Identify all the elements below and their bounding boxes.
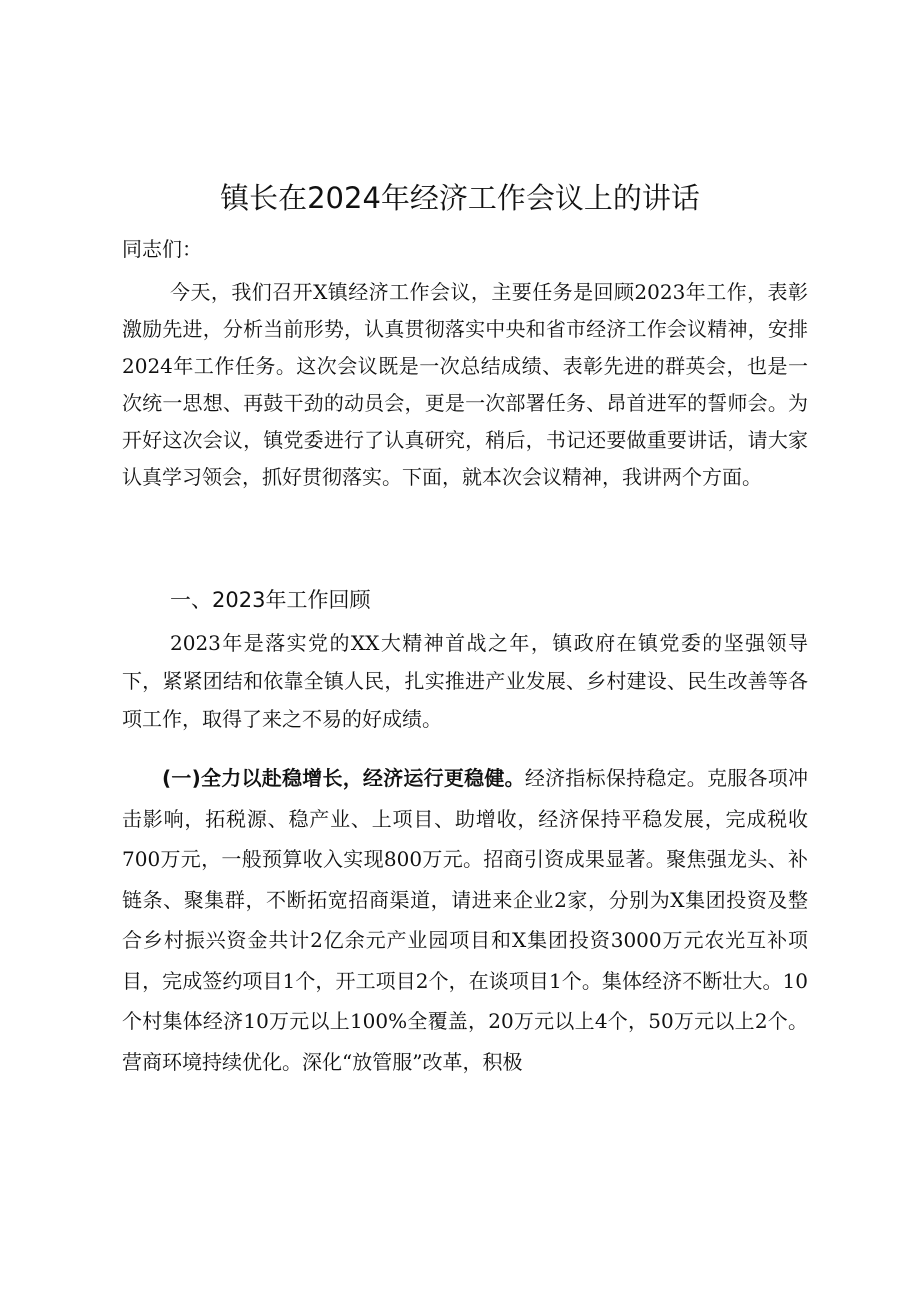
section-heading-review: 一、2023年工作回顾	[170, 588, 371, 612]
paragraph-economy	[122, 758, 808, 1082]
paragraph-economy-text: 经济指标保持稳定。克服各项冲击影响，拓税源、稳产业、上项目、助增收，经济保持平稳发展，完成税收700万元，一般预算收入实现800万元。招商引资成果显著。聚焦强龙头、补链条、聚集群，不断拓宽招商渠道，请进来企业2家，分别为X集团投资及整合乡村振兴资金共计2亿余元产业园项目和X集团投资3000万元农光互补项目，完成签约项目1个，开工项目2个，在谈项目1个。集体经济不断壮大。10个村集体经济10万元以上100%全覆盖，20万元以上4个，50万元以上2个。营商环境持续优化。深化“放管服”改革，积极	[122, 766, 809, 1074]
paragraph-review-summary: 2023年是落实党的XX大精神首战之年，镇政府在镇党委的坚强领导下，紧紧团结和依靠全镇人民，扎实推进产业发展、乡村建设、民生改善等各项工作，取得了来之不易的好成绩。	[122, 631, 808, 731]
paragraph-economy-lead: (一)全力以赴稳增长，经济运行更稳健。	[162, 766, 525, 790]
greeting: 同志们：	[122, 237, 202, 261]
document-title: 镇长在2024年经济工作会议上的讲话	[220, 181, 700, 215]
paragraph-intro: 今天，我们召开X镇经济工作会议，主要任务是回顾2023年工作，表彰激励先进，分析当前形势，认真贯彻落实中央和省市经济工作会议精神，安排2024年工作任务。这次会议既是一次总结成绩、表彰先进的群英会，也是一次统一思想、再鼓干劲的动员会，更是一次部署任务、昂首进军的誓师会。为开好这次会议，镇党委进行了认真研究，稍后，书记还要做重要讲话，请大家认真学习领会，抓好贯彻落实。下面，就本次会议精神，我讲两个方面。	[122, 280, 808, 489]
